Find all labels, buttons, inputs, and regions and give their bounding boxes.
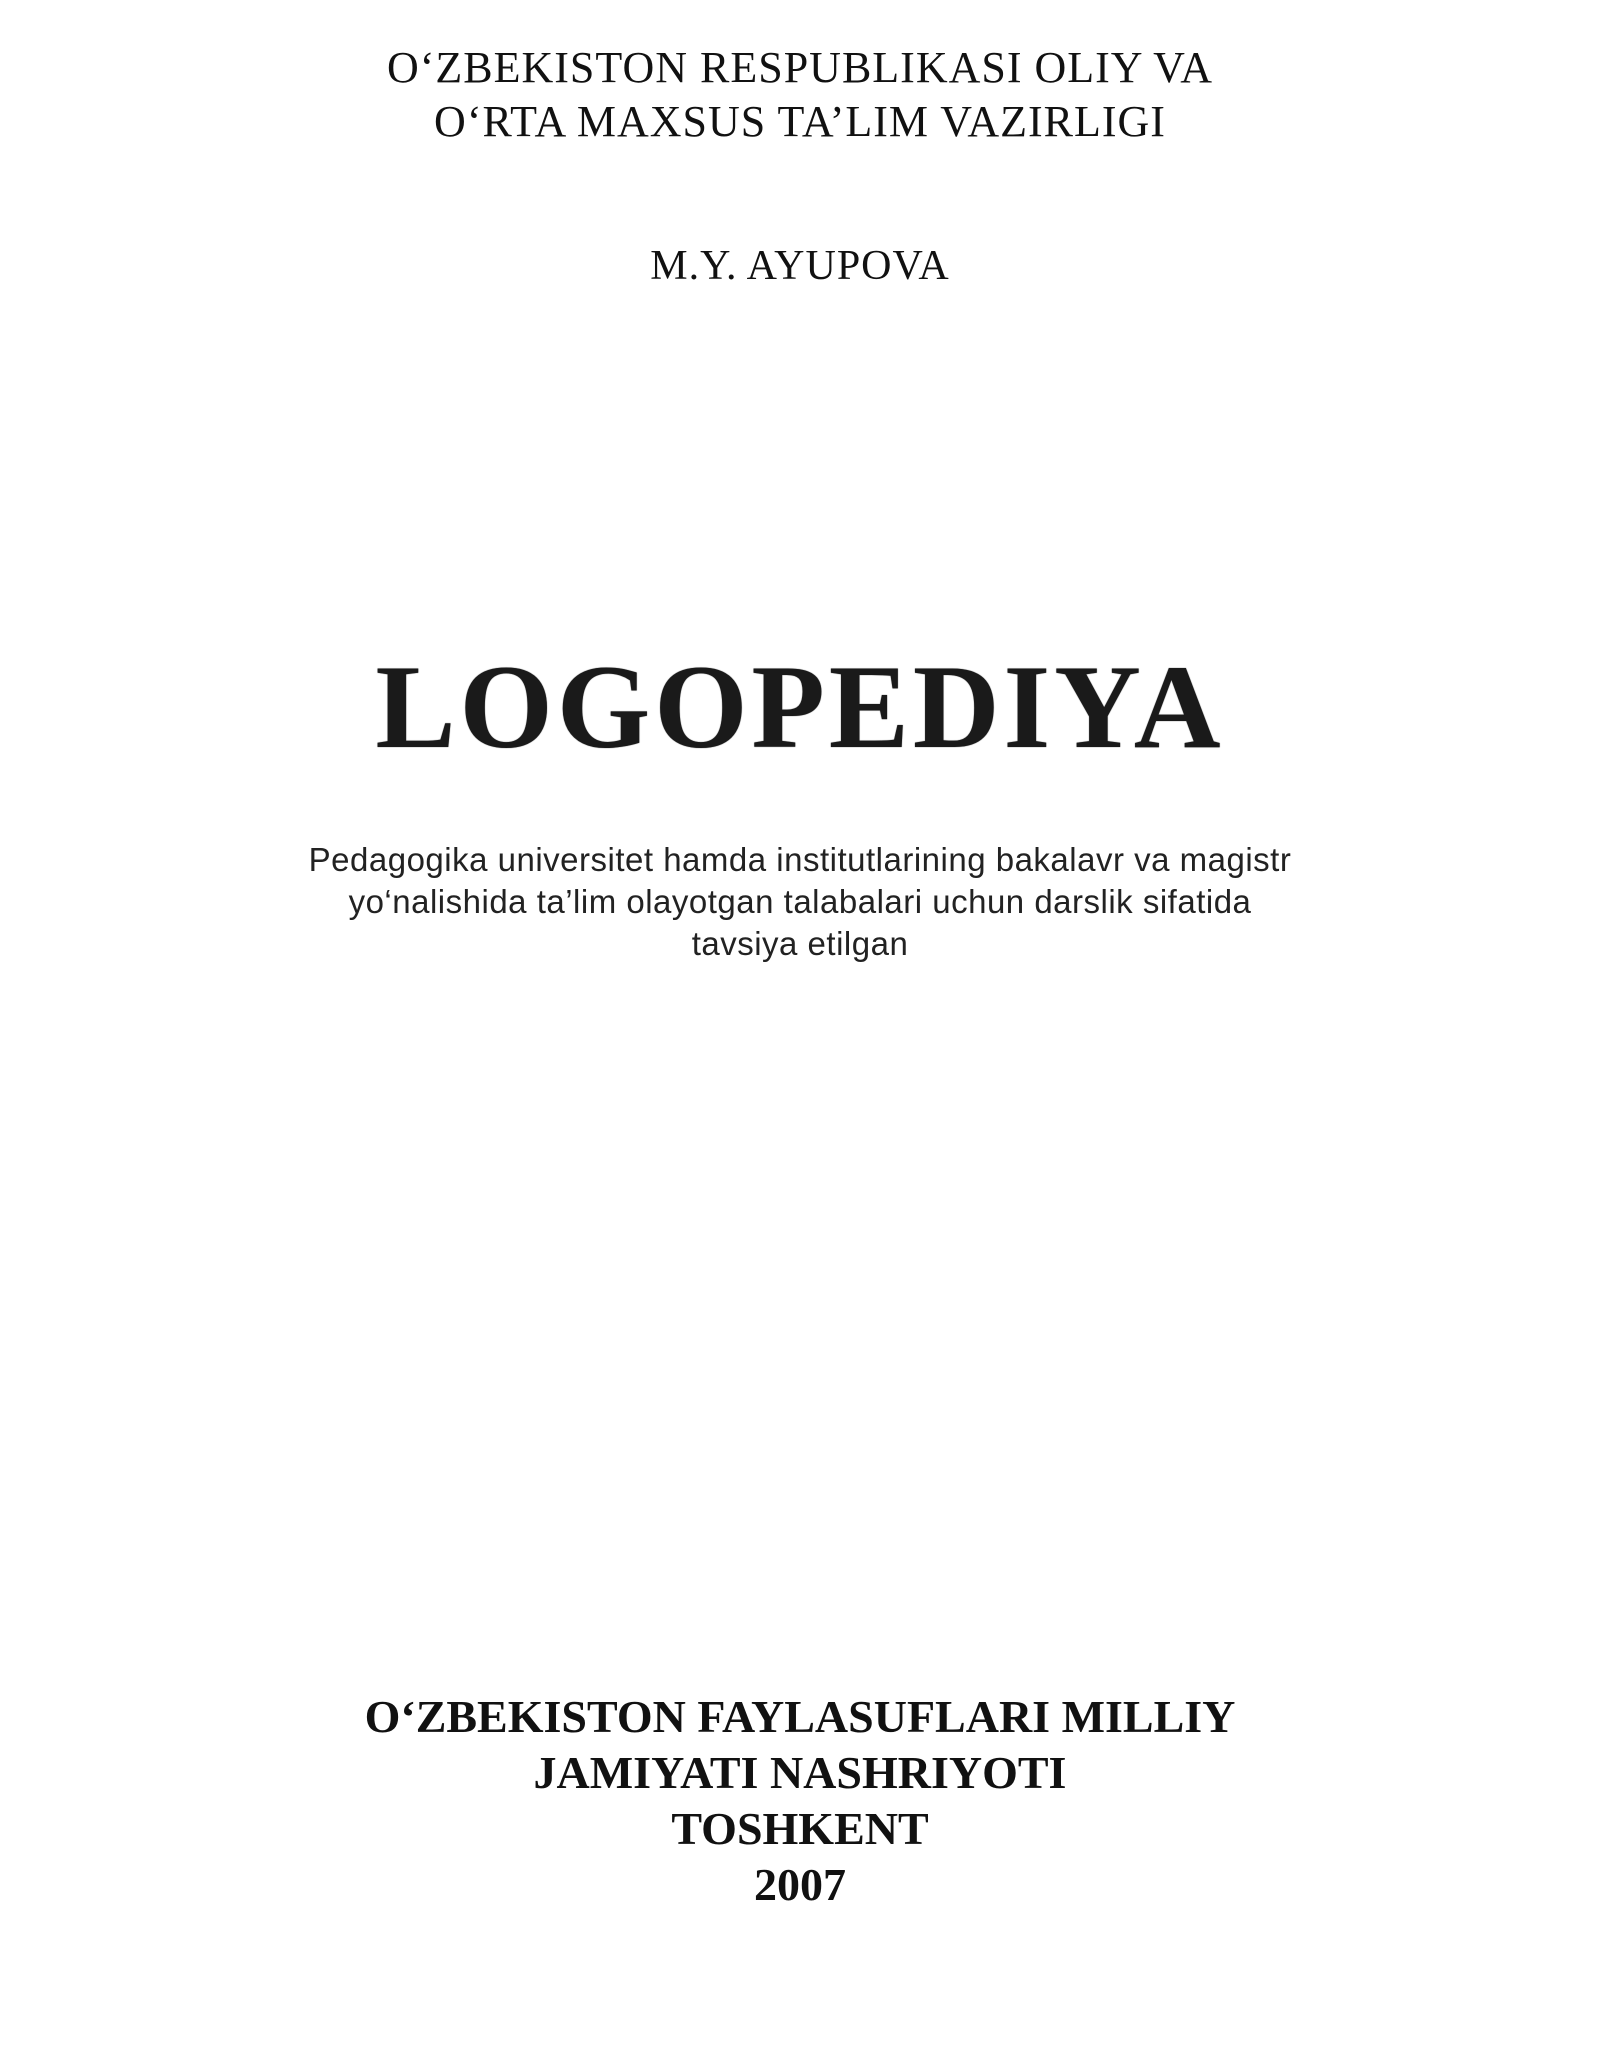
ministry-name-line-2: O‘RTA MAXSUS TA’LIM VAZIRLIGI [434, 97, 1166, 146]
publisher-line-1: O‘ZBEKISTON FAYLASUFLARI MILLIY [364, 1691, 1236, 1742]
subtitle-line-3: tavsiya etilgan [691, 925, 909, 962]
book-title: LOGOPEDIYA [375, 640, 1225, 773]
subtitle-line-2: yo‘nalishida ta’lim olayotgan talabalari uchun darslik sifatida [348, 883, 1252, 920]
publisher-line-2: JAMIYATI NASHRIYOTI [533, 1747, 1067, 1798]
publisher-city: TOSHKENT [671, 1803, 929, 1854]
author-name: M.Y. AYUPOVA [650, 243, 950, 289]
publication-year: 2007 [754, 1859, 846, 1910]
ministry-name-line-1: O‘ZBEKISTON RESPUBLIKASI OLIY VA [386, 43, 1214, 92]
subtitle-line-1: Pedagogika universitet hamda institutlarining bakalavr va magistr [308, 841, 1292, 878]
